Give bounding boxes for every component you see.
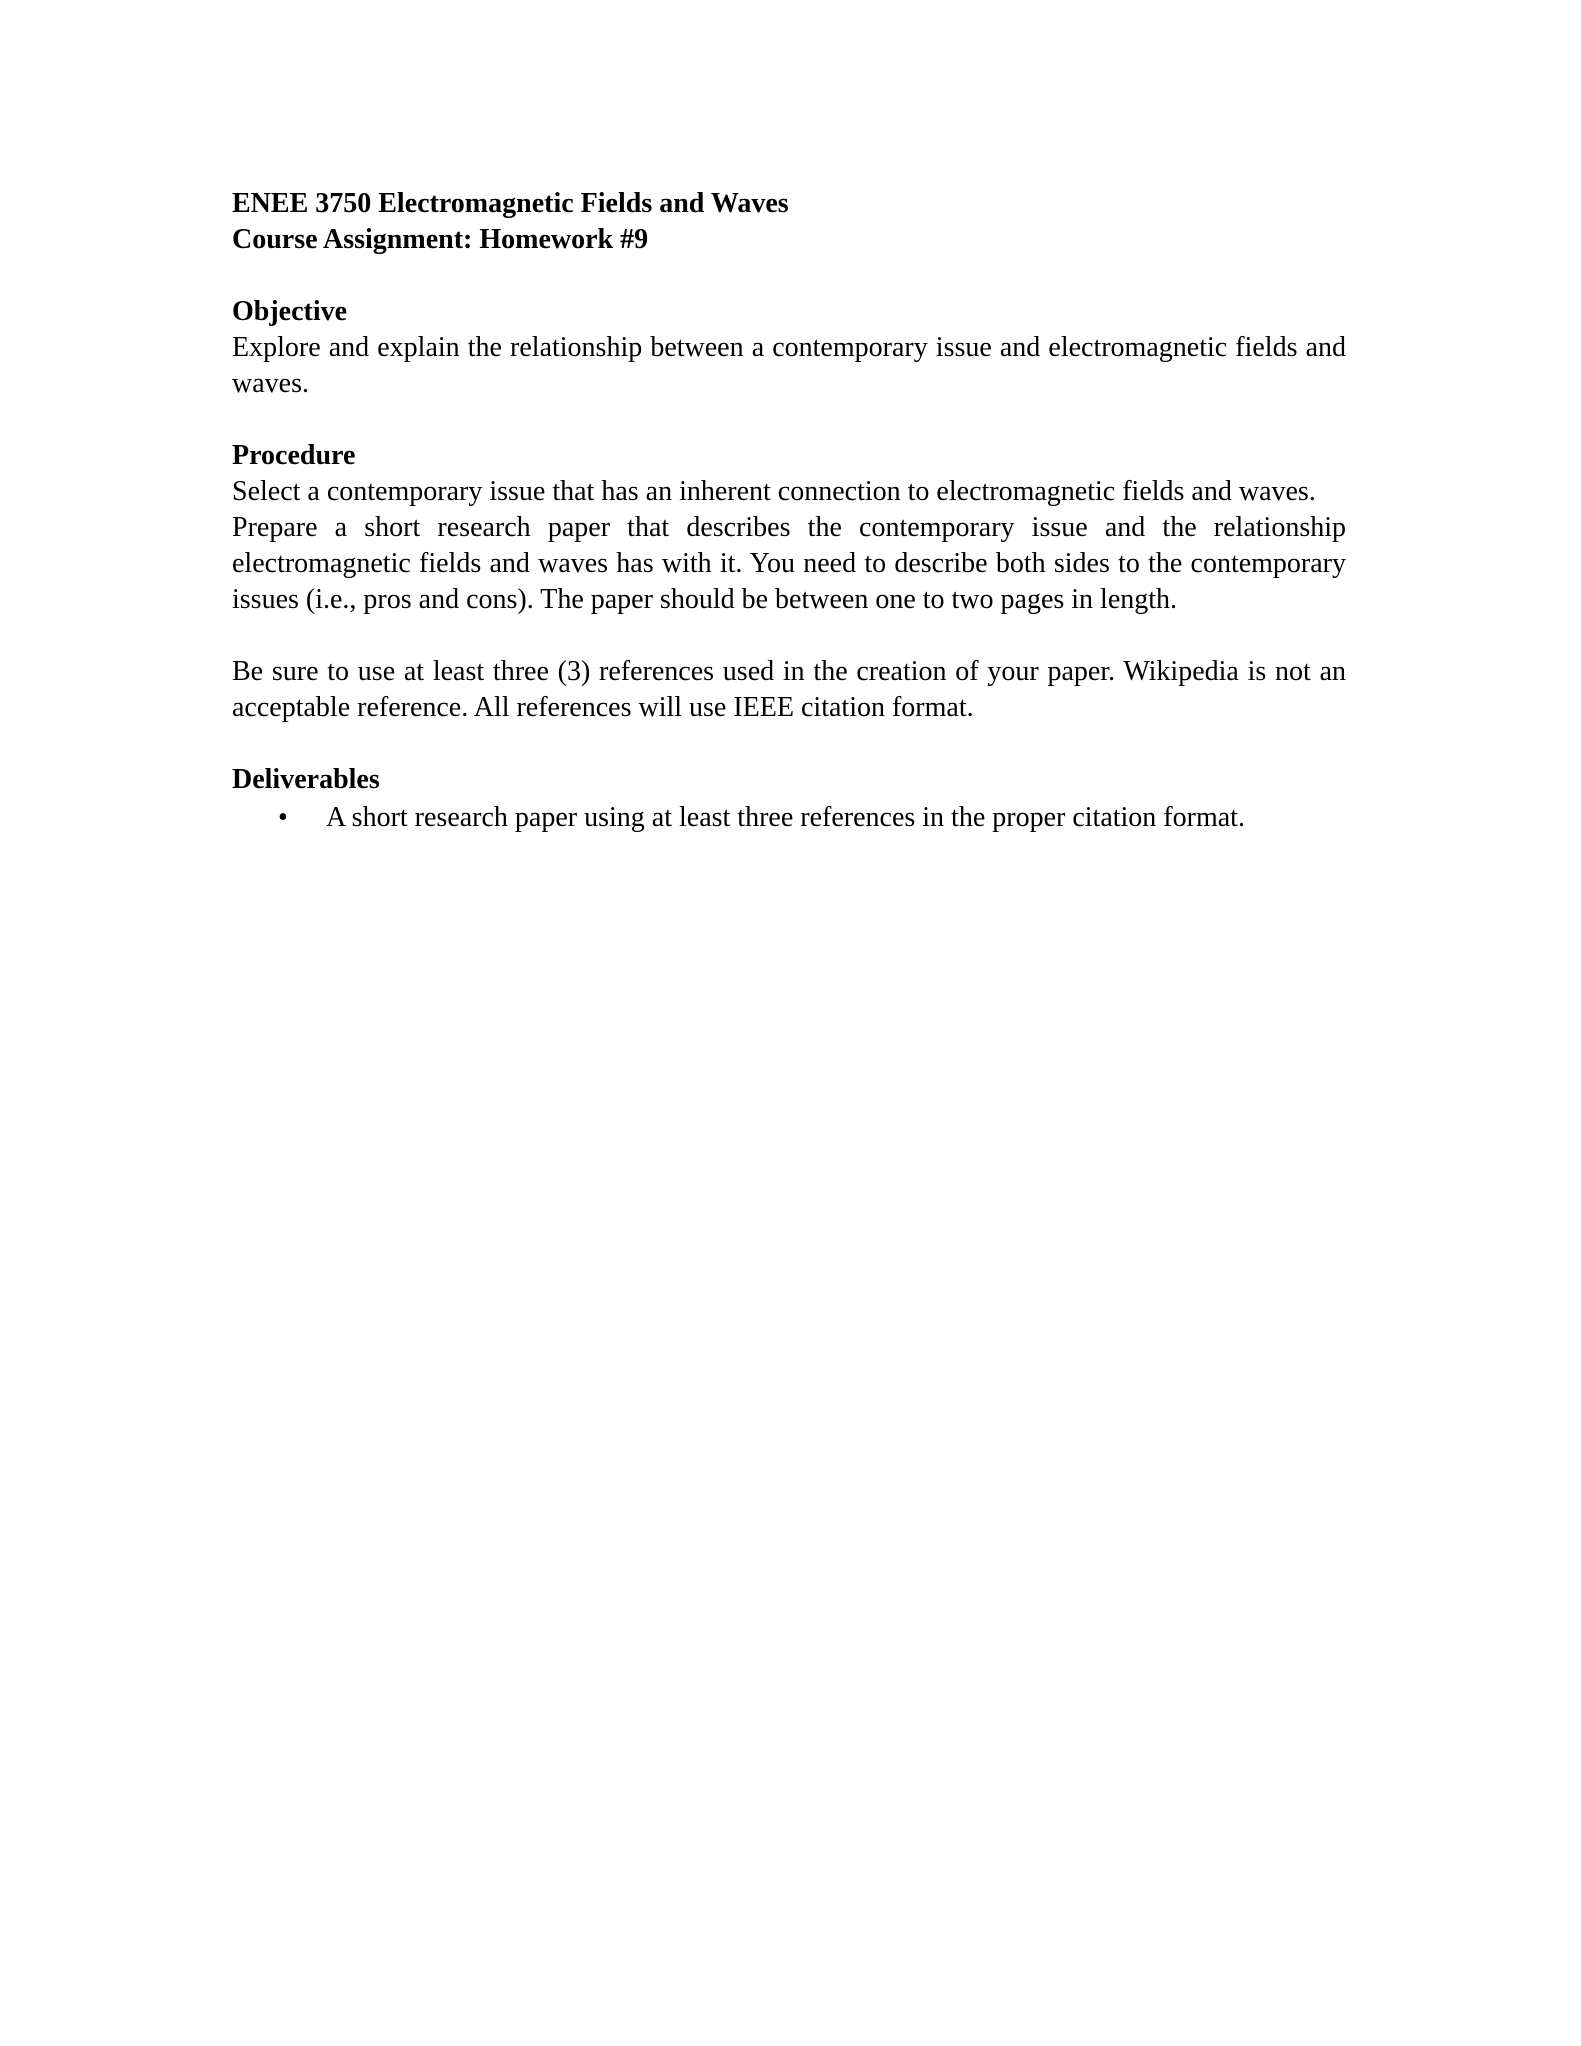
document-page — [232, 186, 1346, 836]
procedure-heading: Procedure — [232, 440, 356, 471]
deliverables-heading: Deliverables — [232, 764, 380, 795]
spacer — [232, 618, 1346, 654]
objective-text: Explore and explain the relationship between a contemporary issue and electromagnetic fields and waves. — [232, 332, 1346, 399]
course-title: ENEE 3750 Electromagnetic Fields and Waves — [232, 188, 789, 219]
procedure-text: Prepare a short research paper that describes the contemporary issue and the relationship electromagnetic fields and waves has with it. You need to describe both sides to the contemporary issues (i.e., pros and cons). The paper should be between one to two pages in length. — [232, 512, 1346, 615]
list-item — [232, 800, 1346, 836]
deliverables-list — [232, 800, 1346, 836]
spacer — [232, 402, 1346, 438]
procedure-first-line: Select a contemporary issue that has an inherent connection to electromagnetic fields and waves. — [232, 476, 1316, 507]
objective-heading: Objective — [232, 296, 348, 327]
spacer — [232, 726, 1346, 762]
bullet-icon: • — [278, 802, 288, 833]
references-text: Be sure to use at least three (3) references used in the creation of your paper. Wikipedia is not an acceptable reference. All references will use IEEE citation format. — [232, 656, 1346, 723]
spacer — [232, 258, 1346, 294]
assignment-title: Course Assignment: Homework #9 — [232, 224, 649, 255]
deliverable-text: A short research paper using at least three references in the proper citation format. — [326, 802, 1245, 833]
